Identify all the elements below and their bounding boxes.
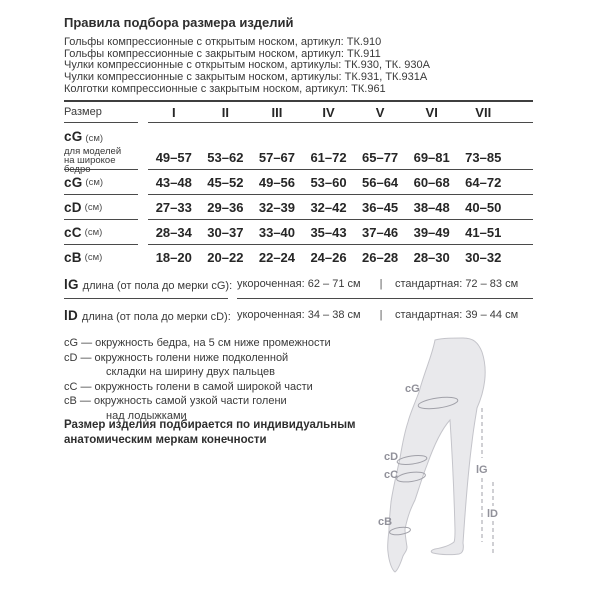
size-value: 27–33: [155, 199, 192, 215]
size-value: 37–46: [362, 224, 399, 240]
product-line: Чулки компрессионные с закрытым носком, артикулы: ТК.931, ТК.931А: [64, 71, 428, 84]
cd-label: cD: [384, 451, 399, 463]
size-columns: [148, 102, 533, 123]
size-value: 40–50: [465, 199, 502, 215]
measure-unit: (см): [85, 133, 104, 144]
size-column: II: [221, 104, 229, 120]
length-standard: стандартная: 39 – 44 см: [395, 309, 519, 321]
length-code: lD: [64, 307, 78, 323]
table-row: [64, 245, 533, 270]
length-separator: |: [379, 278, 383, 290]
size-value: 32–39: [258, 199, 296, 215]
size-column: I: [171, 104, 176, 120]
size-value: 29–36: [207, 199, 244, 215]
leg-measurement-diagram: [375, 330, 600, 600]
size-value: 69–81: [413, 150, 450, 165]
table-row: [64, 123, 533, 175]
size-column: VI: [425, 104, 438, 120]
size-value: 60–68: [413, 174, 450, 190]
length-row-lg: [64, 270, 533, 298]
table-row: [64, 195, 533, 220]
divider: [64, 298, 228, 299]
length-code: lG: [64, 276, 79, 292]
product-line: Чулки компрессионные с открытым носком, артикулы: ТК.930, ТК. 930А: [64, 59, 430, 72]
size-value: 20–22: [207, 250, 244, 265]
size-value: 56–64: [362, 174, 399, 190]
product-line: Гольфы компрессионные с открытым носком, артикул: ТК.910: [64, 36, 382, 48]
size-value: 35–43: [310, 224, 347, 240]
measure-code: cD: [64, 199, 82, 215]
note-line: над лодыжками: [106, 409, 187, 422]
size-value: 73–85: [465, 150, 502, 165]
page-title: Правила подбора размера изделий: [64, 15, 294, 30]
note-line: cC — окружность голени в самой широкой части: [64, 380, 313, 393]
lg-label: lG: [476, 464, 488, 476]
measurement-notes: [64, 336, 331, 423]
size-value: 32–42: [310, 199, 347, 215]
conclusion-text: Размер изделия подбирается по индивидуальным анатомическим меркам конечности: [64, 419, 356, 446]
size-value: 65–77: [362, 150, 399, 165]
table-row: [64, 220, 533, 245]
size-value: 33–40: [258, 224, 296, 240]
measure-code: cC: [64, 224, 82, 240]
note-line: cB — окружность самой узкой части голени: [64, 395, 287, 407]
length-row-ld: [64, 298, 533, 332]
note-line: складки на ширину двух пальцев: [106, 366, 275, 378]
size-header-label: Размер: [64, 102, 138, 123]
measure-unit: (см): [84, 201, 103, 213]
cb-label: cB: [378, 516, 393, 528]
note-line: cG — окружность бедра, на 5 см ниже промежности: [64, 337, 331, 349]
size-value: 45–52: [207, 174, 244, 190]
size-value: 24–26: [310, 250, 347, 265]
cc-label: cC: [384, 469, 399, 481]
size-value: 53–62: [207, 150, 244, 165]
size-column: III: [271, 104, 283, 120]
product-list: [64, 37, 430, 96]
length-short: укороченная: 62 – 71 см: [237, 278, 361, 290]
size-value: 43–48: [155, 174, 192, 190]
size-value: 30–32: [465, 250, 502, 265]
size-value: 49–57: [155, 150, 192, 165]
size-value: 49–56: [258, 174, 296, 190]
ld-label: lD: [487, 508, 498, 520]
size-column: VII: [475, 104, 492, 120]
size-value: 39–49: [413, 224, 450, 240]
size-value: 22–24: [258, 250, 296, 265]
size-table-header-row: [64, 102, 533, 123]
divider: [237, 298, 533, 299]
size-value: 53–60: [310, 174, 347, 190]
length-label: длина (от пола до мерки cG):: [82, 279, 233, 292]
size-value: 64–72: [465, 174, 502, 190]
product-line: Колготки компрессионные с закрытым носком, артикул: ТК.961: [64, 82, 386, 95]
measure-code: cB: [64, 250, 82, 265]
table-row: [64, 170, 533, 195]
size-value: 41–51: [465, 224, 502, 240]
size-value: 30–37: [207, 224, 244, 240]
size-value: 26–28: [362, 250, 399, 265]
measure-note: для моделей на широкое бедро: [64, 146, 122, 175]
product-line: Гольфы компрессионные с закрытым носком, артикул: ТК.911: [64, 47, 381, 60]
length-separator: |: [379, 309, 383, 321]
length-standard: стандартная: 72 – 83 см: [395, 278, 519, 290]
size-value: 61–72: [310, 150, 347, 165]
length-label: длина (от пола до мерки cD):: [81, 310, 231, 323]
measure-code: cG: [64, 174, 83, 190]
measure-unit: (см): [84, 226, 103, 238]
size-table: [64, 100, 533, 270]
size-value: 57–67: [258, 150, 296, 165]
size-value: 28–30: [413, 250, 450, 265]
size-value: 28–34: [155, 224, 192, 240]
measure-unit: (см): [85, 176, 104, 188]
length-short: укороченная: 34 – 38 см: [237, 309, 361, 321]
size-value: 36–45: [362, 199, 399, 215]
measure-unit: (см): [84, 252, 103, 263]
length-lines: [482, 408, 493, 554]
size-column: IV: [322, 104, 335, 120]
size-column: V: [375, 104, 385, 120]
size-value: 18–20: [155, 250, 192, 265]
size-value: 38–48: [413, 199, 450, 215]
length-table: [64, 270, 533, 332]
measure-code: cG: [64, 129, 83, 144]
legs-silhouette: [388, 338, 486, 572]
cg-label: cG: [405, 383, 420, 395]
note-line: cD — окружность голени ниже подколенной: [64, 351, 289, 364]
